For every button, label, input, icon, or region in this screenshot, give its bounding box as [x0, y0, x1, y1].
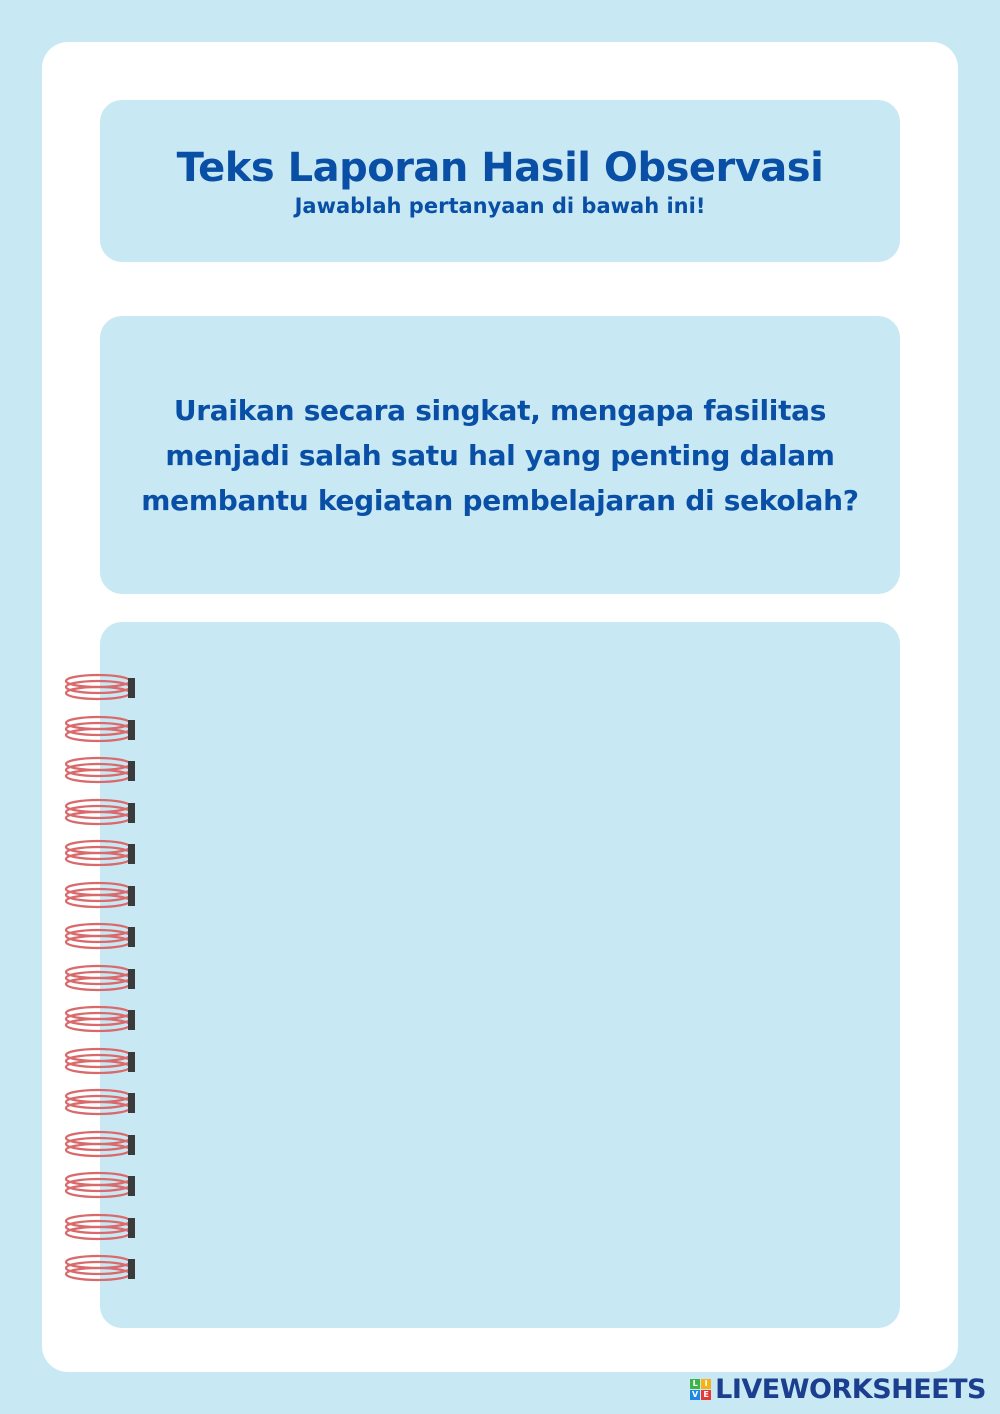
spiral-ring — [62, 1129, 138, 1159]
spiral-ring — [62, 921, 138, 951]
spiral-ring — [62, 1253, 138, 1283]
question-text: Uraikan secara singkat, mengapa fasilitas menjadi salah satu hal yang penting dalam membantu kegiatan pembelajaran di sekolah? — [141, 393, 859, 517]
title-card — [100, 100, 900, 262]
spiral-ring — [62, 1170, 138, 1200]
spiral-ring — [62, 963, 138, 993]
answer-box[interactable] — [100, 622, 900, 1328]
page-title: Teks Laporan Hasil Observasi — [176, 145, 824, 191]
spiral-ring — [62, 838, 138, 868]
logo-letter: E — [701, 1390, 711, 1400]
answer-textarea[interactable] — [156, 642, 880, 1312]
spiral-ring — [62, 1004, 138, 1034]
spiral-ring — [62, 797, 138, 827]
logo-letter: L — [690, 1379, 700, 1389]
liveworksheets-watermark — [690, 1374, 986, 1404]
spiral-binding — [62, 672, 142, 1284]
spiral-ring — [62, 672, 138, 702]
spiral-ring — [62, 755, 138, 785]
spiral-ring — [62, 1212, 138, 1242]
spiral-ring — [62, 1087, 138, 1117]
logo-letter: V — [692, 1389, 699, 1399]
spiral-ring — [62, 880, 138, 910]
question-card — [100, 316, 900, 594]
spiral-ring — [62, 1046, 138, 1076]
instruction-text: Jawablah pertanyaan di bawah ini! — [294, 194, 706, 218]
logo-letter: I — [701, 1379, 711, 1389]
watermark-text: LIVEWORKSHEETS — [715, 1373, 986, 1405]
liveworksheets-logo-icon — [690, 1379, 711, 1400]
spiral-ring — [62, 714, 138, 744]
